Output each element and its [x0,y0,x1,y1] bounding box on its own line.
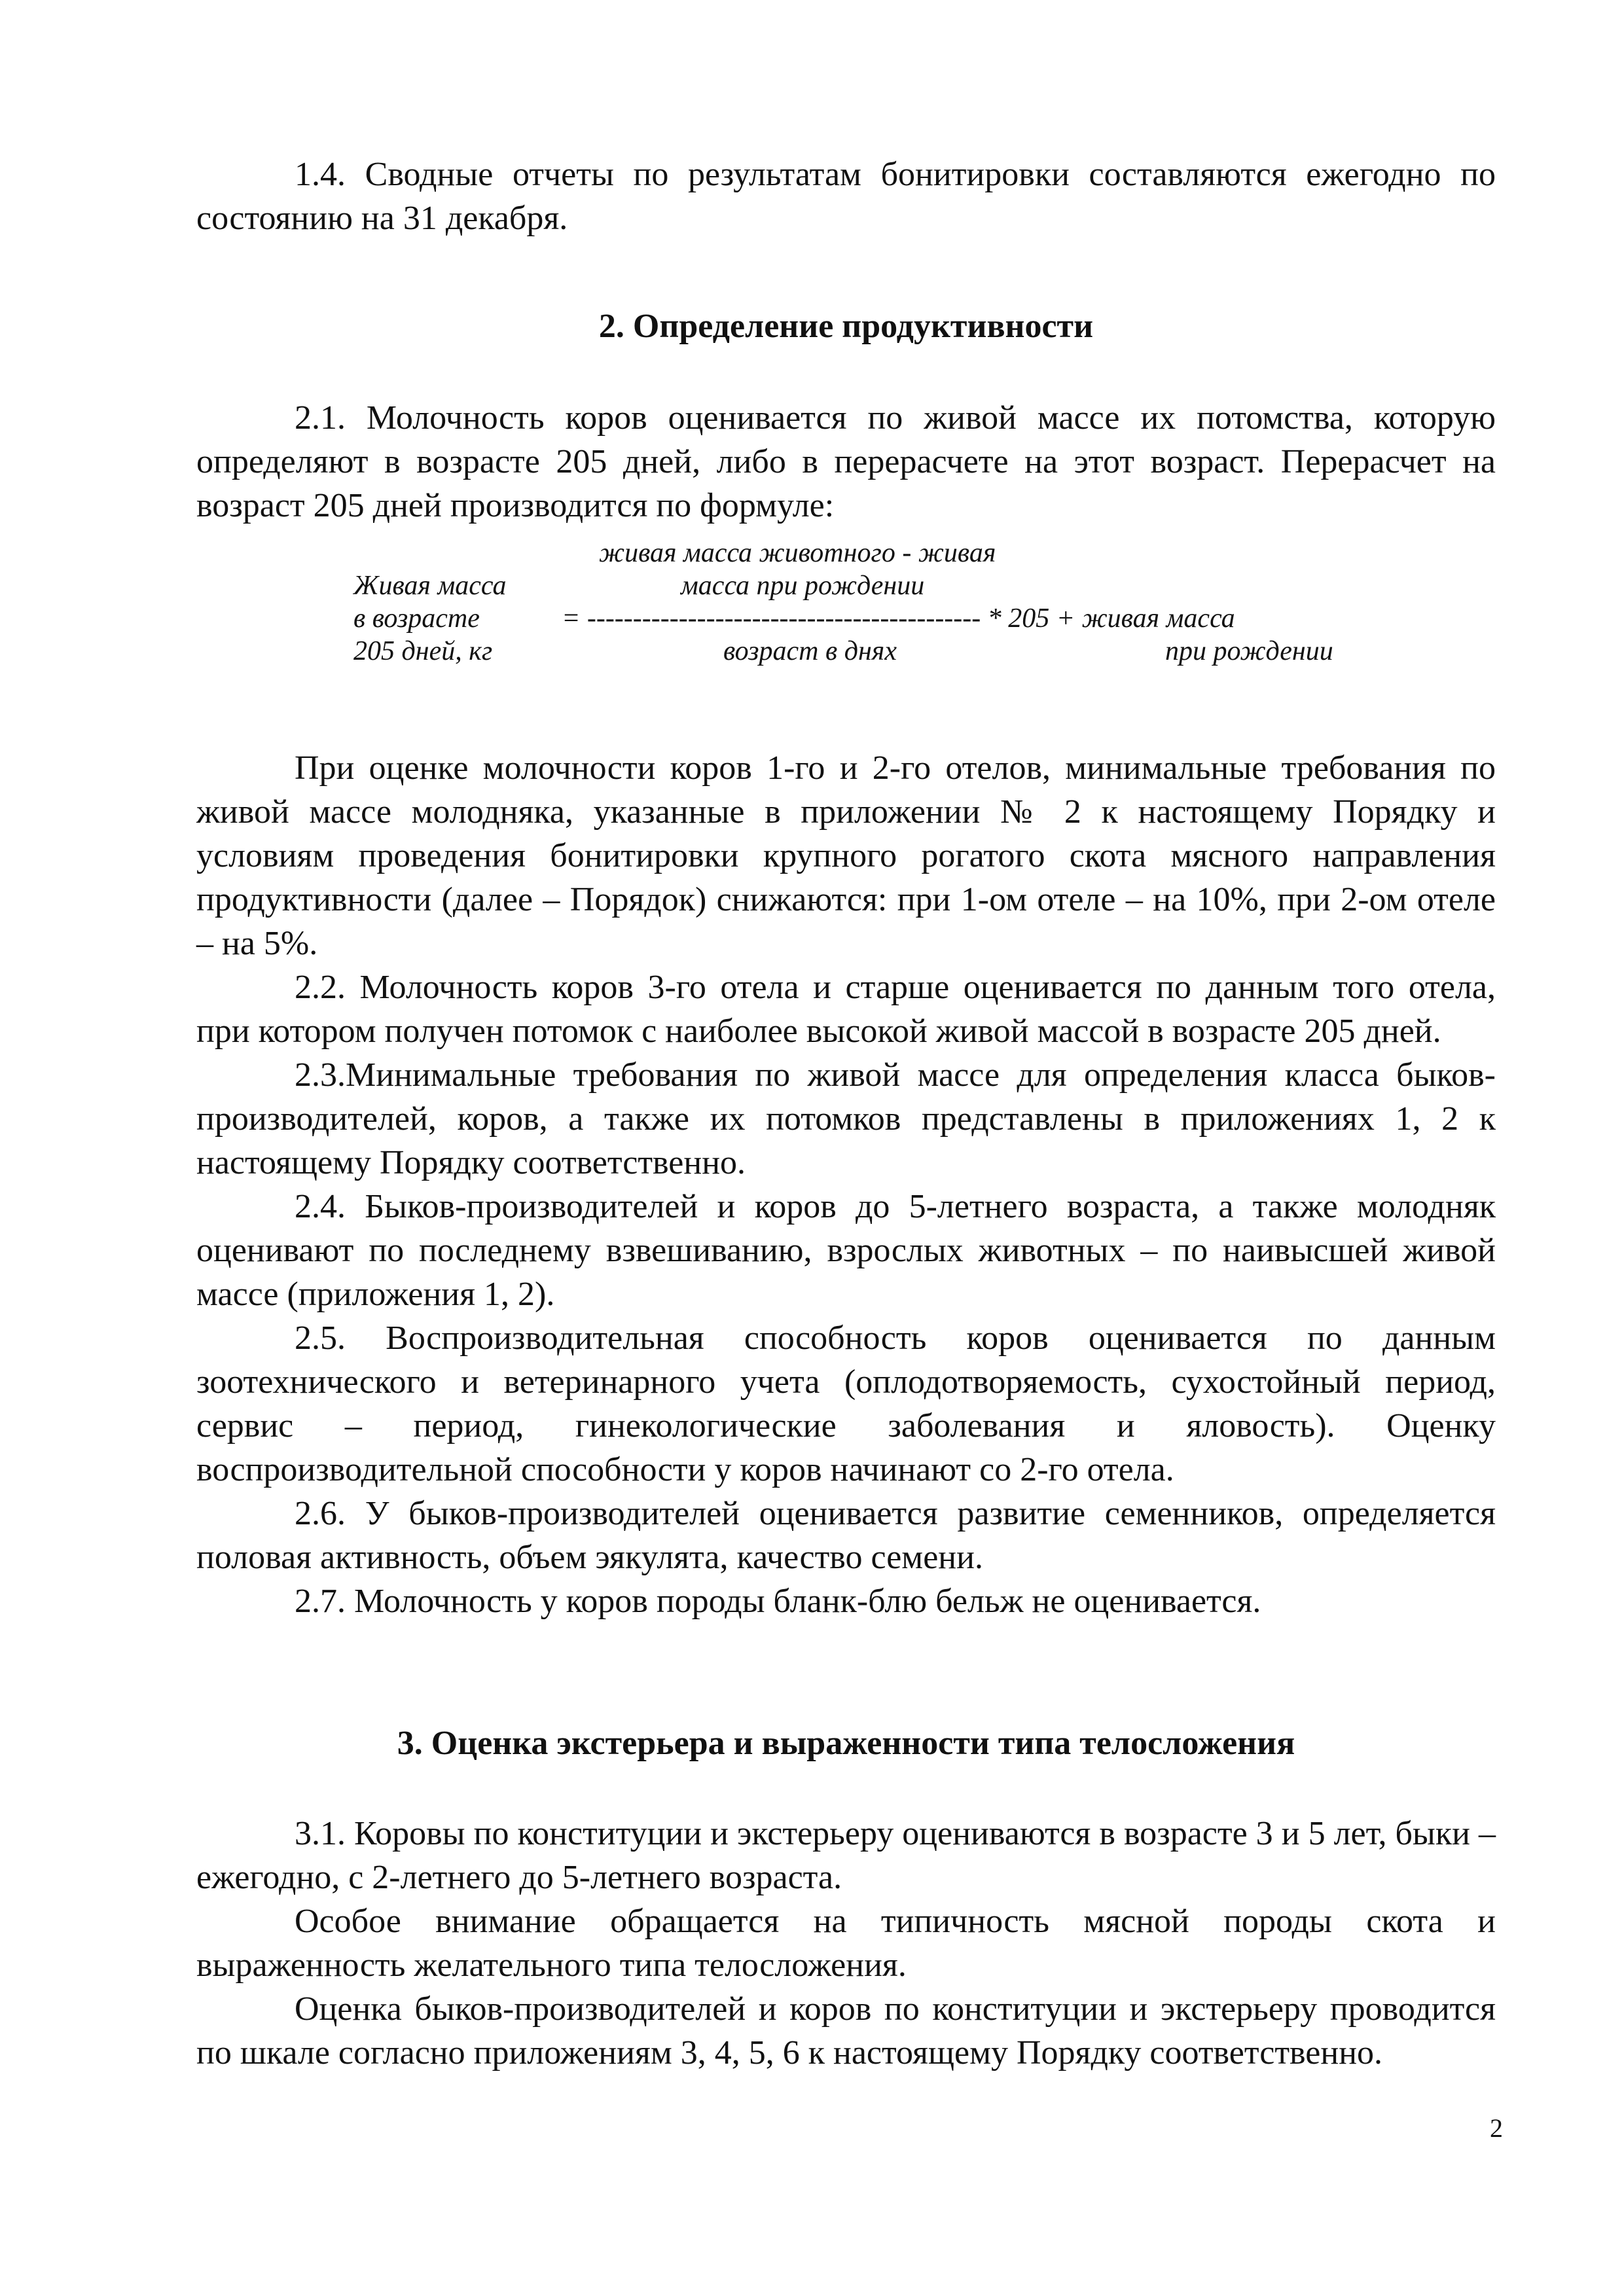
paragraph-2-2: 2.2. Молочность коров 3-го отела и старше оценивается по данным того отела, при котором получен потомок с наиболее высокой живой массой в возрасте 205 дней. [196,969,1496,1050]
section-2-1-block [196,396,1496,528]
paragraph-2-1: 2.1. Молочность коров оценивается по живой массе их потомства, которую определяют в возрасте 205 дней, либо в перерасчете на этот возраст. Перерасчет на возраст 205 дней производится по формуле: [196,399,1496,524]
formula-numerator-line1: живая масса животного - живая [599,538,996,568]
paragraph-attention: Особое внимание обращается на типичность мясной породы скота и выраженность желательного типа телосложения. [196,1903,1496,1984]
paragraph-note: При оценке молочности коров 1-го и 2-го отелов, минимальные требования по живой массе молодняка, указанные в приложении № 2 к настоящему Порядку и условиям проведения бонитировки крупного рогатого скота мясного направления продуктивности (далее – Порядок) снижаются: при 1-ом отеле – на 10%, при 2-ом отеле – на 5%. [196,749,1496,962]
formula-lhs-line1: Живая масса [353,571,507,601]
section-3-body [196,1812,1496,2075]
formula-lhs-line2: в возрасте [353,603,480,634]
intro-block [196,152,1496,240]
paragraph-2-6: 2.6. У быков-производителей оценивается развитие семенников, определяется половая активность, объем эякулята, качество семени. [196,1495,1496,1576]
paragraph-3-1: 3.1. Коровы по конституции и экстерьеру оцениваются в возрасте 3 и 5 лет, быки – ежегодно, с 2-летнего до 5-летнего возраста. [196,1815,1496,1896]
section-2-body [196,746,1496,1623]
paragraph-scale: Оценка быков-производителей и коров по конституции и экстерьеру проводится по шкале согласно приложениям 3, 4, 5, 6 к настоящему Порядку соответственно. [196,1990,1496,2072]
paragraph-2-7: 2.7. Молочность у коров породы бланк-блю бельж не оценивается. [295,1583,1261,1620]
formula-denominator: возраст в днях [723,636,897,666]
section-2-title: 2. Определение продуктивности [598,308,1094,345]
formula [353,537,1375,687]
paragraph-2-3: 2.3.Минимальные требования по живой массе для определения класса быков-производителей, коров, а также их потомков представлены в приложениях 1, 2 к настоящему Порядку соответственно. [196,1056,1496,1181]
paragraph-2-4: 2.4. Быков-производителей и коров до 5-летнего возраста, а также молодняк оценивают по последнему взвешиванию, взрослых животных – по наивысшей живой массе (приложения 1, 2). [196,1188,1496,1313]
formula-rhs-tail: при рождении [1165,636,1333,666]
paragraph-1-4: 1.4. Сводные отчеты по результатам бонитировки составляются ежегодно по состоянию на 31 декабря. [196,156,1496,237]
section-3-title: 3. Оценка экстерьера и выраженности типа телосложения [397,1725,1295,1762]
paragraph-2-5: 2.5. Воспроизводительная способность коров оценивается по данным зоотехнического и ветеринарного учета (оплодотворяемость, сухостойный период, сервис – период, гинекологические заболевания и яловость). Оценку воспроизводительной способности у коров начинают со 2-го отела. [196,1319,1496,1488]
formula-numerator-line2: масса при рождении [681,571,925,601]
formula-fraction-bar: = ------------------------------------------- * 205 + живая масса [562,603,1235,634]
formula-lhs-line3: 205 дней, кг [353,636,493,666]
page-number: 2 [1490,2113,1503,2143]
